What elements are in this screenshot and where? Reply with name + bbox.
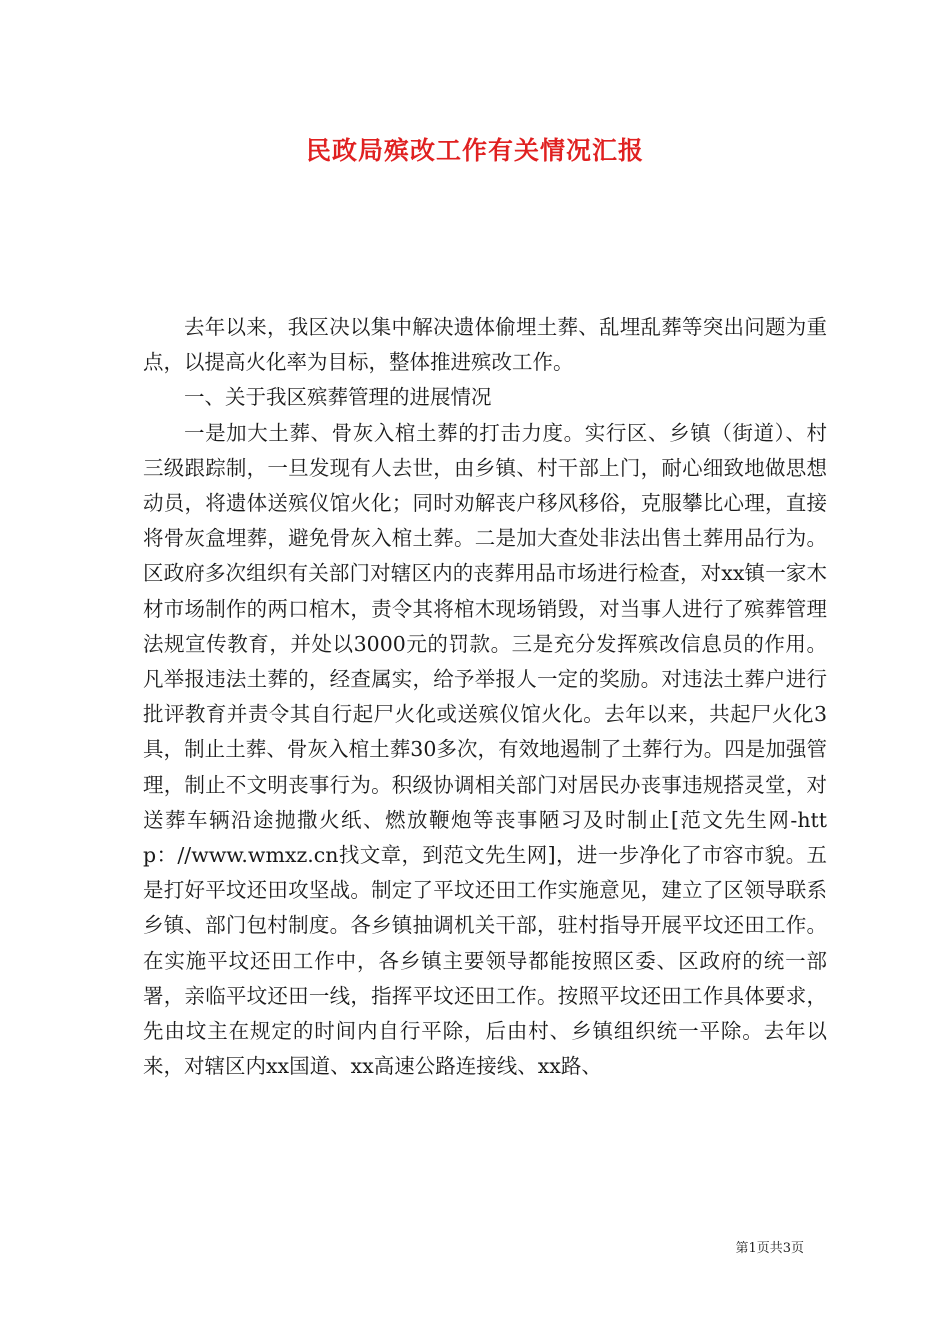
document-title: 民政局殡改工作有关情况汇报: [305, 136, 644, 165]
section-heading: 一、关于我区殡葬管理的进展情况: [184, 385, 492, 410]
page-number: 第1页共3页: [735, 1241, 804, 1256]
intro-paragraph: 去年以来，我区决以集中解决遗体偷埋土葬、乱埋乱葬等突出问题为重点，以提高火化率为目标，整体推进殡改工作。: [143, 315, 827, 375]
body-paragraph: 一是加大土葬、骨灰入棺土葬的打击力度。实行区、乡镇（街道）、村三级跟踪制，一旦发现有人去世，由乡镇、村干部上门，耐心细致地做思想动员，将遗体送殡仪馆火化；同时劝解丧户移风移俗，克服攀比心理，直接将骨灰盒埋葬，避免骨灰入棺土葬。二是加大查处非法出售土葬用品行为。区政府多次组织有关部门对辖区内的丧葬用品市场进行检查，对xx镇一家木材市场制作的两口棺木，责令其将棺木现场销毁，对当事人进行了殡葬管理法规宣传教育，并处以3000元的罚款。三是充分发挥殡改信息员的作用。凡举报违法土葬的，经查属实，给予举报人一定的奖励。对违法土葬户进行批评教育并责令其自行起尸火化或送殡仪馆火化。去年以来，共起尸火化3具，制止土葬、骨灰入棺土葬30多次，有效地遏制了土葬行为。四是加强管理，制止不文明丧事行为。积级协调相关部门对居民办丧事违规搭灵堂，对送葬车辆沿途抛撒火纸、燃放鞭炮等丧事陋习及时制止[范文先生网-http：//www.wmxz.cn找文章，到范文先生网]，进一步净化了市容市貌。五是打好平坟还田攻坚战。制定了平坟还田工作实施意见，建立了区领导联系乡镇、部门包村制度。各乡镇抽调机关干部，驻村指导开展平坟还田工作。在实施平坟还田工作中，各乡镇主要领导都能按照区委、区政府的统一部署，亲临平坟还田一线，指挥平坟还田工作。按照平坟还田工作具体要求，先由坟主在规定的时间内自行平除，后由村、乡镇组织统一平除。去年以来，对辖区内xx国道、xx高速公路连接线、xx路、: [143, 420, 827, 1079]
document-body: [143, 310, 827, 1084]
